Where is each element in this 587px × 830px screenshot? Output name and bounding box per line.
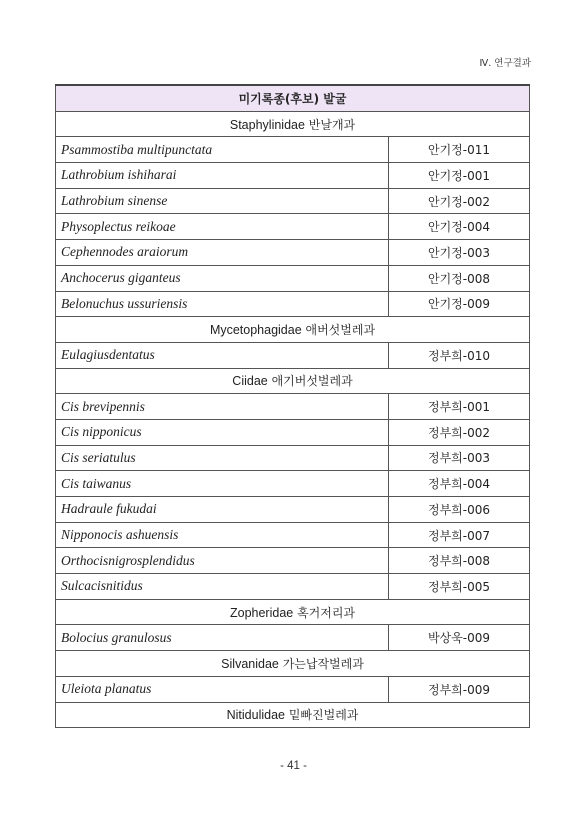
- species-row: [56, 163, 530, 189]
- family-row: [56, 111, 530, 137]
- species-name: Hadraule fukudai: [56, 497, 389, 523]
- family-heading: [56, 368, 530, 394]
- species-name: Cis taiwanus: [56, 471, 389, 497]
- table-title: 미기록종(후보) 발굴: [56, 85, 530, 111]
- family-heading: [56, 702, 530, 728]
- specimen-code: 정부희-010: [389, 342, 530, 368]
- specimen-code: 정부희-007: [389, 522, 530, 548]
- family-heading: [56, 111, 530, 137]
- species-row: [56, 471, 530, 497]
- family-latin-name: Mycetophagidae: [209, 323, 302, 338]
- specimen-code: 정부희-008: [389, 548, 530, 574]
- specimen-code: 안기정-002: [389, 188, 530, 214]
- species-name: Lathrobium sinense: [56, 188, 389, 214]
- specimen-code: 안기정-008: [389, 265, 530, 291]
- family-row: [56, 651, 530, 677]
- specimen-code: 정부희-004: [389, 471, 530, 497]
- species-name: Bolocius granulosus: [56, 625, 389, 651]
- species-name: Cis seriatulus: [56, 445, 389, 471]
- species-row: [56, 574, 530, 600]
- specimen-code: 안기정-004: [389, 214, 530, 240]
- species-row: [56, 445, 530, 471]
- species-row: [56, 497, 530, 523]
- running-header: Ⅳ. 연구결과: [479, 58, 531, 69]
- specimen-code: 정부희-001: [389, 394, 530, 420]
- species-row: [56, 548, 530, 574]
- family-row: [56, 368, 530, 394]
- species-name: Cephennodes araiorum: [56, 240, 389, 266]
- specimen-code: 안기정-001: [389, 163, 530, 189]
- species-name: Psammostiba multipunctata: [56, 137, 389, 163]
- species-name: Anchocerus giganteus: [56, 265, 389, 291]
- species-table-container: [55, 84, 529, 728]
- species-row: [56, 214, 530, 240]
- specimen-code: 안기정-003: [389, 240, 530, 266]
- family-korean-name: 가는납작벌레과: [282, 656, 364, 671]
- specimen-code: 안기정-009: [389, 291, 530, 317]
- specimen-code: 정부희-002: [389, 419, 530, 445]
- family-korean-name: 애버섯벌레과: [305, 323, 376, 338]
- species-row: [56, 394, 530, 420]
- species-row: [56, 265, 530, 291]
- species-row: [56, 137, 530, 163]
- family-row: [56, 317, 530, 343]
- species-row: [56, 291, 530, 317]
- family-latin-name: Ciidae: [232, 374, 268, 389]
- family-latin-name: Silvanidae: [221, 656, 279, 671]
- species-name: Nipponocis ashuensis: [56, 522, 389, 548]
- family-korean-name: 밑빠진벌레과: [288, 708, 359, 723]
- species-row: [56, 676, 530, 702]
- page-number: - 41 -: [280, 760, 307, 772]
- specimen-code: 안기정-011: [389, 137, 530, 163]
- species-name: Lathrobium ishiharai: [56, 163, 389, 189]
- species-name: Orthocisnigrosplendidus: [56, 548, 389, 574]
- specimen-code: 정부희-009: [389, 676, 530, 702]
- table-title-row: [56, 85, 530, 111]
- species-name: Cis brevipennis: [56, 394, 389, 420]
- species-name: Eulagiusdentatus: [56, 342, 389, 368]
- specimen-code: 정부희-005: [389, 574, 530, 600]
- species-table: [55, 84, 530, 728]
- family-row: [56, 599, 530, 625]
- family-heading: [56, 599, 530, 625]
- species-row: [56, 240, 530, 266]
- species-row: [56, 522, 530, 548]
- family-korean-name: 혹거저리과: [297, 605, 356, 620]
- species-row: [56, 342, 530, 368]
- species-row: [56, 419, 530, 445]
- species-name: Physoplectus reikoae: [56, 214, 389, 240]
- family-row: [56, 702, 530, 728]
- species-row: [56, 625, 530, 651]
- specimen-code: 정부희-003: [389, 445, 530, 471]
- species-name: Belonuchus ussuriensis: [56, 291, 389, 317]
- family-latin-name: Staphylinidae: [229, 117, 305, 132]
- family-korean-name: 애기버섯벌레과: [271, 374, 353, 389]
- family-korean-name: 반날개과: [308, 117, 356, 132]
- species-name: Cis nipponicus: [56, 419, 389, 445]
- family-latin-name: Zopheridae: [229, 605, 294, 620]
- family-latin-name: Nitidulidae: [226, 708, 285, 723]
- species-row: [56, 188, 530, 214]
- family-heading: [56, 317, 530, 343]
- species-name: Sulcacisnitidus: [56, 574, 389, 600]
- specimen-code: 박상욱-009: [389, 625, 530, 651]
- specimen-code: 정부희-006: [389, 497, 530, 523]
- species-name: Uleiota planatus: [56, 676, 389, 702]
- family-heading: [56, 651, 530, 677]
